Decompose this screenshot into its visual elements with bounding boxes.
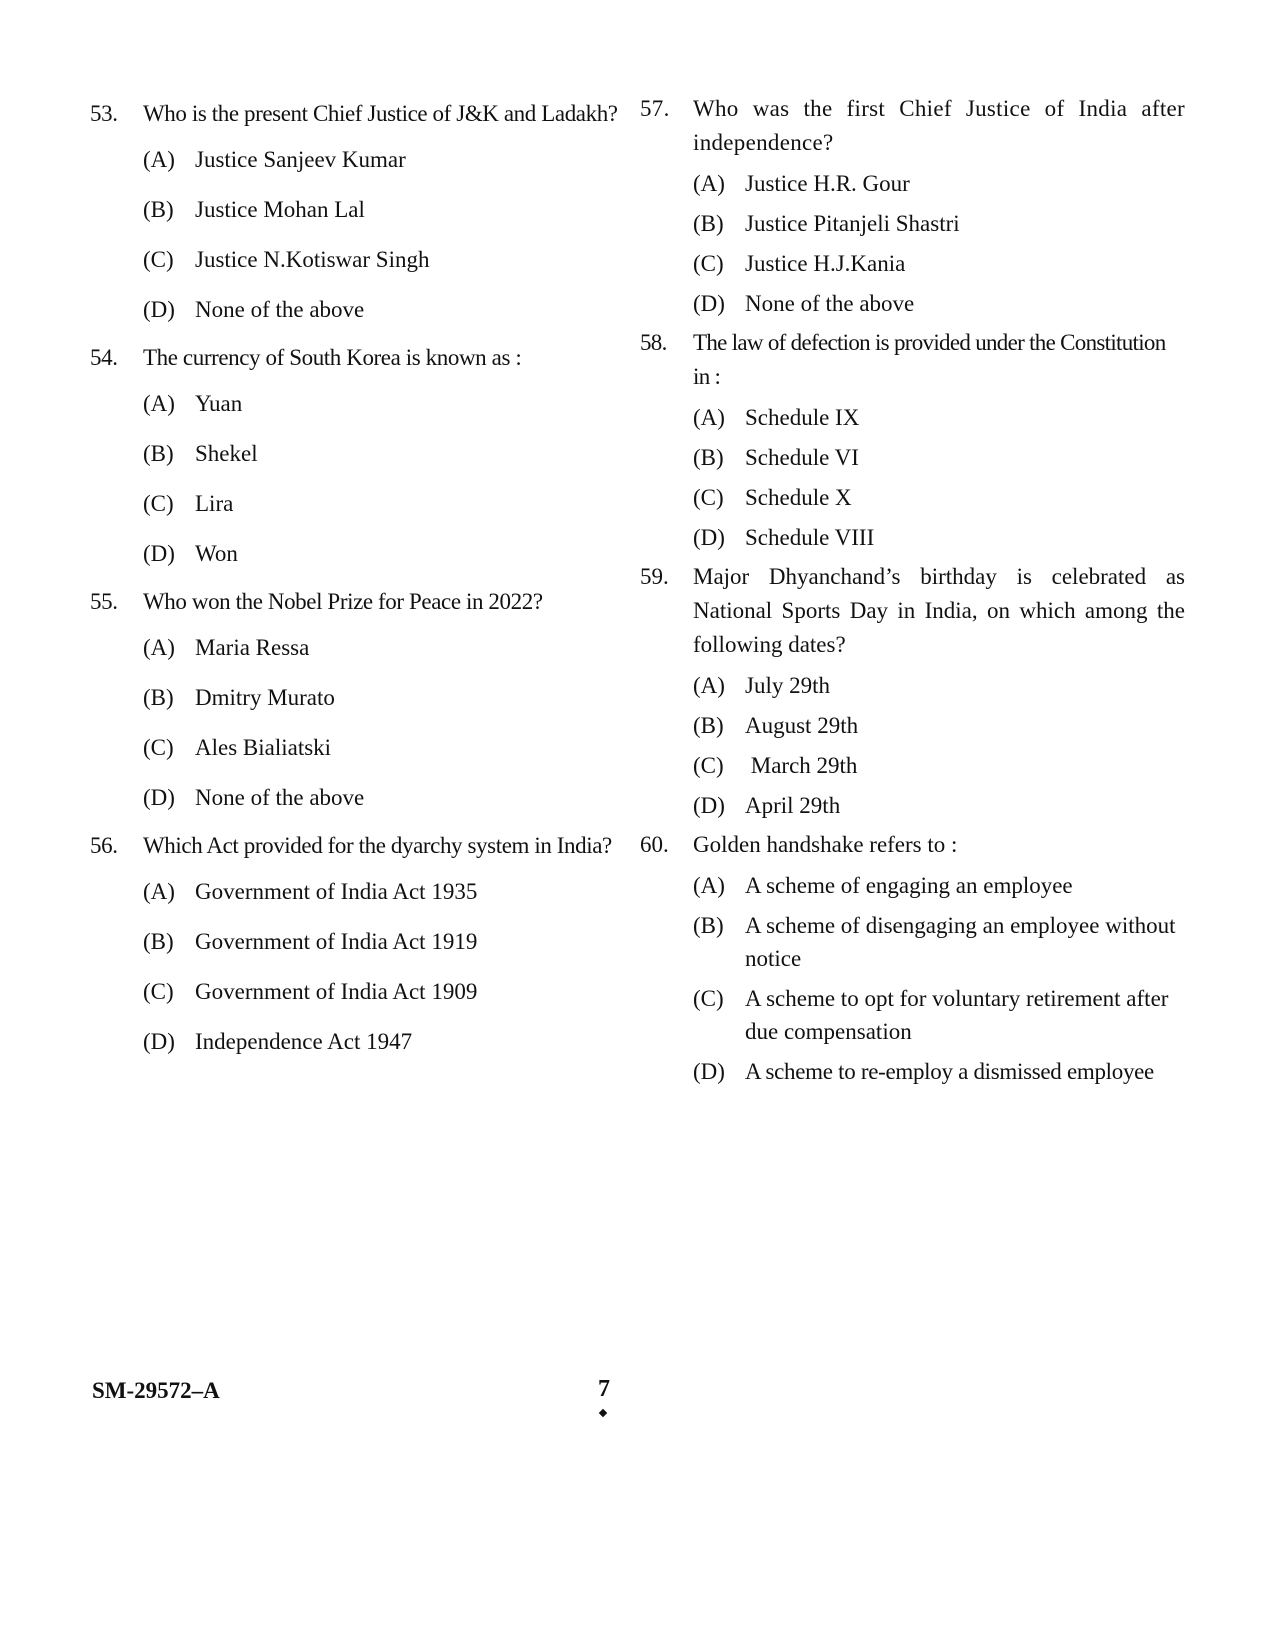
option-label: (A) — [693, 405, 725, 430]
question-text: Major Dhyanchand’s birthday is celebrated as National Sports Day in India, on which among the following dates? — [693, 564, 1185, 657]
question-56 — [90, 828, 635, 864]
options-54 — [143, 386, 635, 572]
option-label: (A) — [693, 673, 725, 698]
question-text: Who won the Nobel Prize for Peace in 2022? — [143, 589, 543, 614]
option-c — [143, 974, 635, 1010]
option-a — [143, 142, 635, 178]
options-57 — [693, 167, 1185, 320]
option-label: (C) — [693, 485, 724, 510]
option-label: (D) — [693, 1059, 725, 1084]
option-text: Won — [195, 541, 238, 566]
option-text: Independence Act 1947 — [195, 1029, 413, 1054]
option-label: (D) — [693, 291, 725, 316]
option-label: (A) — [143, 635, 175, 660]
question-58 — [640, 326, 1185, 394]
option-a — [693, 167, 1185, 200]
option-text: Schedule X — [745, 485, 852, 510]
option-text: Justice H.J.Kania — [745, 251, 906, 276]
option-b — [143, 924, 635, 960]
question-number: 53. — [90, 101, 118, 126]
options-58 — [693, 401, 1185, 554]
option-text: Justice Pitanjeli Shastri — [745, 211, 960, 236]
option-label: (B) — [143, 685, 174, 710]
option-d — [693, 521, 1185, 554]
option-label: (B) — [143, 929, 174, 954]
question-number: 54. — [90, 345, 118, 370]
question-number: 56. — [90, 833, 118, 858]
option-label: (D) — [143, 785, 175, 810]
question-57 — [640, 92, 1185, 160]
option-text: Schedule VIII — [745, 525, 875, 550]
option-text: Ales Bialiatski — [195, 735, 332, 760]
option-a — [143, 386, 635, 422]
question-54 — [90, 340, 635, 376]
option-text: Justice N.Kotiswar Singh — [195, 247, 430, 272]
option-text: Justice Mohan Lal — [195, 197, 365, 222]
option-d — [143, 292, 635, 328]
question-number: 58. — [640, 330, 667, 355]
option-a — [143, 874, 635, 910]
question-text: Who was the first Chief Justice of India after independence? — [693, 96, 1185, 155]
option-label: (C) — [143, 491, 174, 516]
options-56 — [143, 874, 635, 1060]
option-b — [143, 680, 635, 716]
option-c — [143, 730, 635, 766]
option-text: A scheme to re-employ a dismissed employee — [745, 1059, 1154, 1084]
option-c — [693, 749, 1185, 782]
option-text: Schedule IX — [745, 405, 860, 430]
option-c — [143, 242, 635, 278]
option-label: (B) — [143, 197, 174, 222]
option-c — [693, 481, 1185, 514]
question-text: The currency of South Korea is known as : — [143, 345, 522, 370]
question-55 — [90, 584, 635, 620]
question-text: Who is the present Chief Justice of J&K and Ladakh? — [143, 101, 618, 126]
option-b — [693, 207, 1185, 240]
option-text: April 29th — [745, 793, 841, 818]
option-label: (D) — [693, 793, 725, 818]
option-label: (D) — [143, 541, 175, 566]
option-b — [693, 441, 1185, 474]
option-text: Government of India Act 1909 — [195, 979, 478, 1004]
option-label: (B) — [693, 913, 724, 938]
option-d — [693, 287, 1185, 320]
option-label: (C) — [143, 247, 174, 272]
options-55 — [143, 630, 635, 816]
options-59 — [693, 669, 1185, 822]
option-text: July 29th — [745, 673, 830, 698]
option-label: (A) — [143, 391, 175, 416]
options-53 — [143, 142, 635, 328]
option-text: Government of India Act 1935 — [195, 879, 478, 904]
option-text: Justice H.R. Gour — [745, 171, 910, 196]
option-text: A scheme to opt for voluntary retirement after due compensation — [745, 986, 1169, 1044]
option-text: A scheme of engaging an employee — [745, 873, 1073, 898]
left-column — [90, 96, 635, 1072]
option-text: None of the above — [745, 291, 915, 316]
option-label: (C) — [143, 735, 174, 760]
option-text: None of the above — [195, 785, 365, 810]
option-d — [693, 789, 1185, 822]
option-c — [693, 247, 1185, 280]
option-b — [143, 192, 635, 228]
option-label: (D) — [143, 1029, 175, 1054]
option-b — [693, 909, 1185, 975]
option-label: (A) — [693, 873, 725, 898]
question-number: 57. — [640, 96, 670, 121]
question-number: 60. — [640, 832, 669, 857]
option-text: Yuan — [195, 391, 243, 416]
option-a — [693, 401, 1185, 434]
option-text: Shekel — [195, 441, 258, 466]
option-text: Maria Ressa — [195, 635, 310, 660]
option-label: (C) — [693, 251, 724, 276]
option-label: (D) — [693, 525, 725, 550]
option-label: (C) — [693, 753, 724, 778]
option-label: (D) — [143, 297, 175, 322]
option-text: None of the above — [195, 297, 365, 322]
option-label: (A) — [143, 147, 175, 172]
option-text: Schedule VI — [745, 445, 859, 470]
option-c — [693, 982, 1185, 1048]
option-label: (B) — [143, 441, 174, 466]
diamond-mark-icon — [599, 1409, 607, 1417]
option-text: August 29th — [745, 713, 859, 738]
option-text: March 29th — [745, 753, 858, 778]
question-number: 59. — [640, 564, 669, 589]
option-text: Government of India Act 1919 — [195, 929, 478, 954]
option-label: (A) — [693, 171, 725, 196]
question-text: The law of defection is provided under the Constitution in : — [693, 330, 1166, 389]
option-a — [693, 869, 1185, 902]
option-c — [143, 486, 635, 522]
paper-code: SM-29572–A — [92, 1378, 220, 1403]
option-label: (B) — [693, 211, 724, 236]
option-d — [143, 1024, 635, 1060]
option-text: Dmitry Murato — [195, 685, 335, 710]
question-text: Which Act provided for the dyarchy system in India? — [143, 833, 612, 858]
option-b — [693, 709, 1185, 742]
option-label: (C) — [693, 986, 724, 1011]
right-column — [640, 92, 1185, 1094]
options-60 — [693, 869, 1185, 1088]
option-d — [143, 536, 635, 572]
question-59 — [640, 560, 1185, 662]
option-label: (C) — [143, 979, 174, 1004]
option-label: (B) — [693, 713, 724, 738]
option-label: (B) — [693, 445, 724, 470]
question-60 — [640, 828, 1185, 862]
option-text: Lira — [195, 491, 234, 516]
question-text: Golden handshake refers to : — [693, 832, 958, 857]
question-number: 55. — [90, 589, 118, 614]
page-number: 7 — [598, 1376, 610, 1402]
option-b — [143, 436, 635, 472]
option-text: Justice Sanjeev Kumar — [195, 147, 406, 172]
option-text: A scheme of disengaging an employee without notice — [745, 913, 1176, 971]
option-d — [693, 1055, 1185, 1088]
question-53 — [90, 96, 635, 132]
option-d — [143, 780, 635, 816]
option-a — [693, 669, 1185, 702]
option-a — [143, 630, 635, 666]
option-label: (A) — [143, 879, 175, 904]
